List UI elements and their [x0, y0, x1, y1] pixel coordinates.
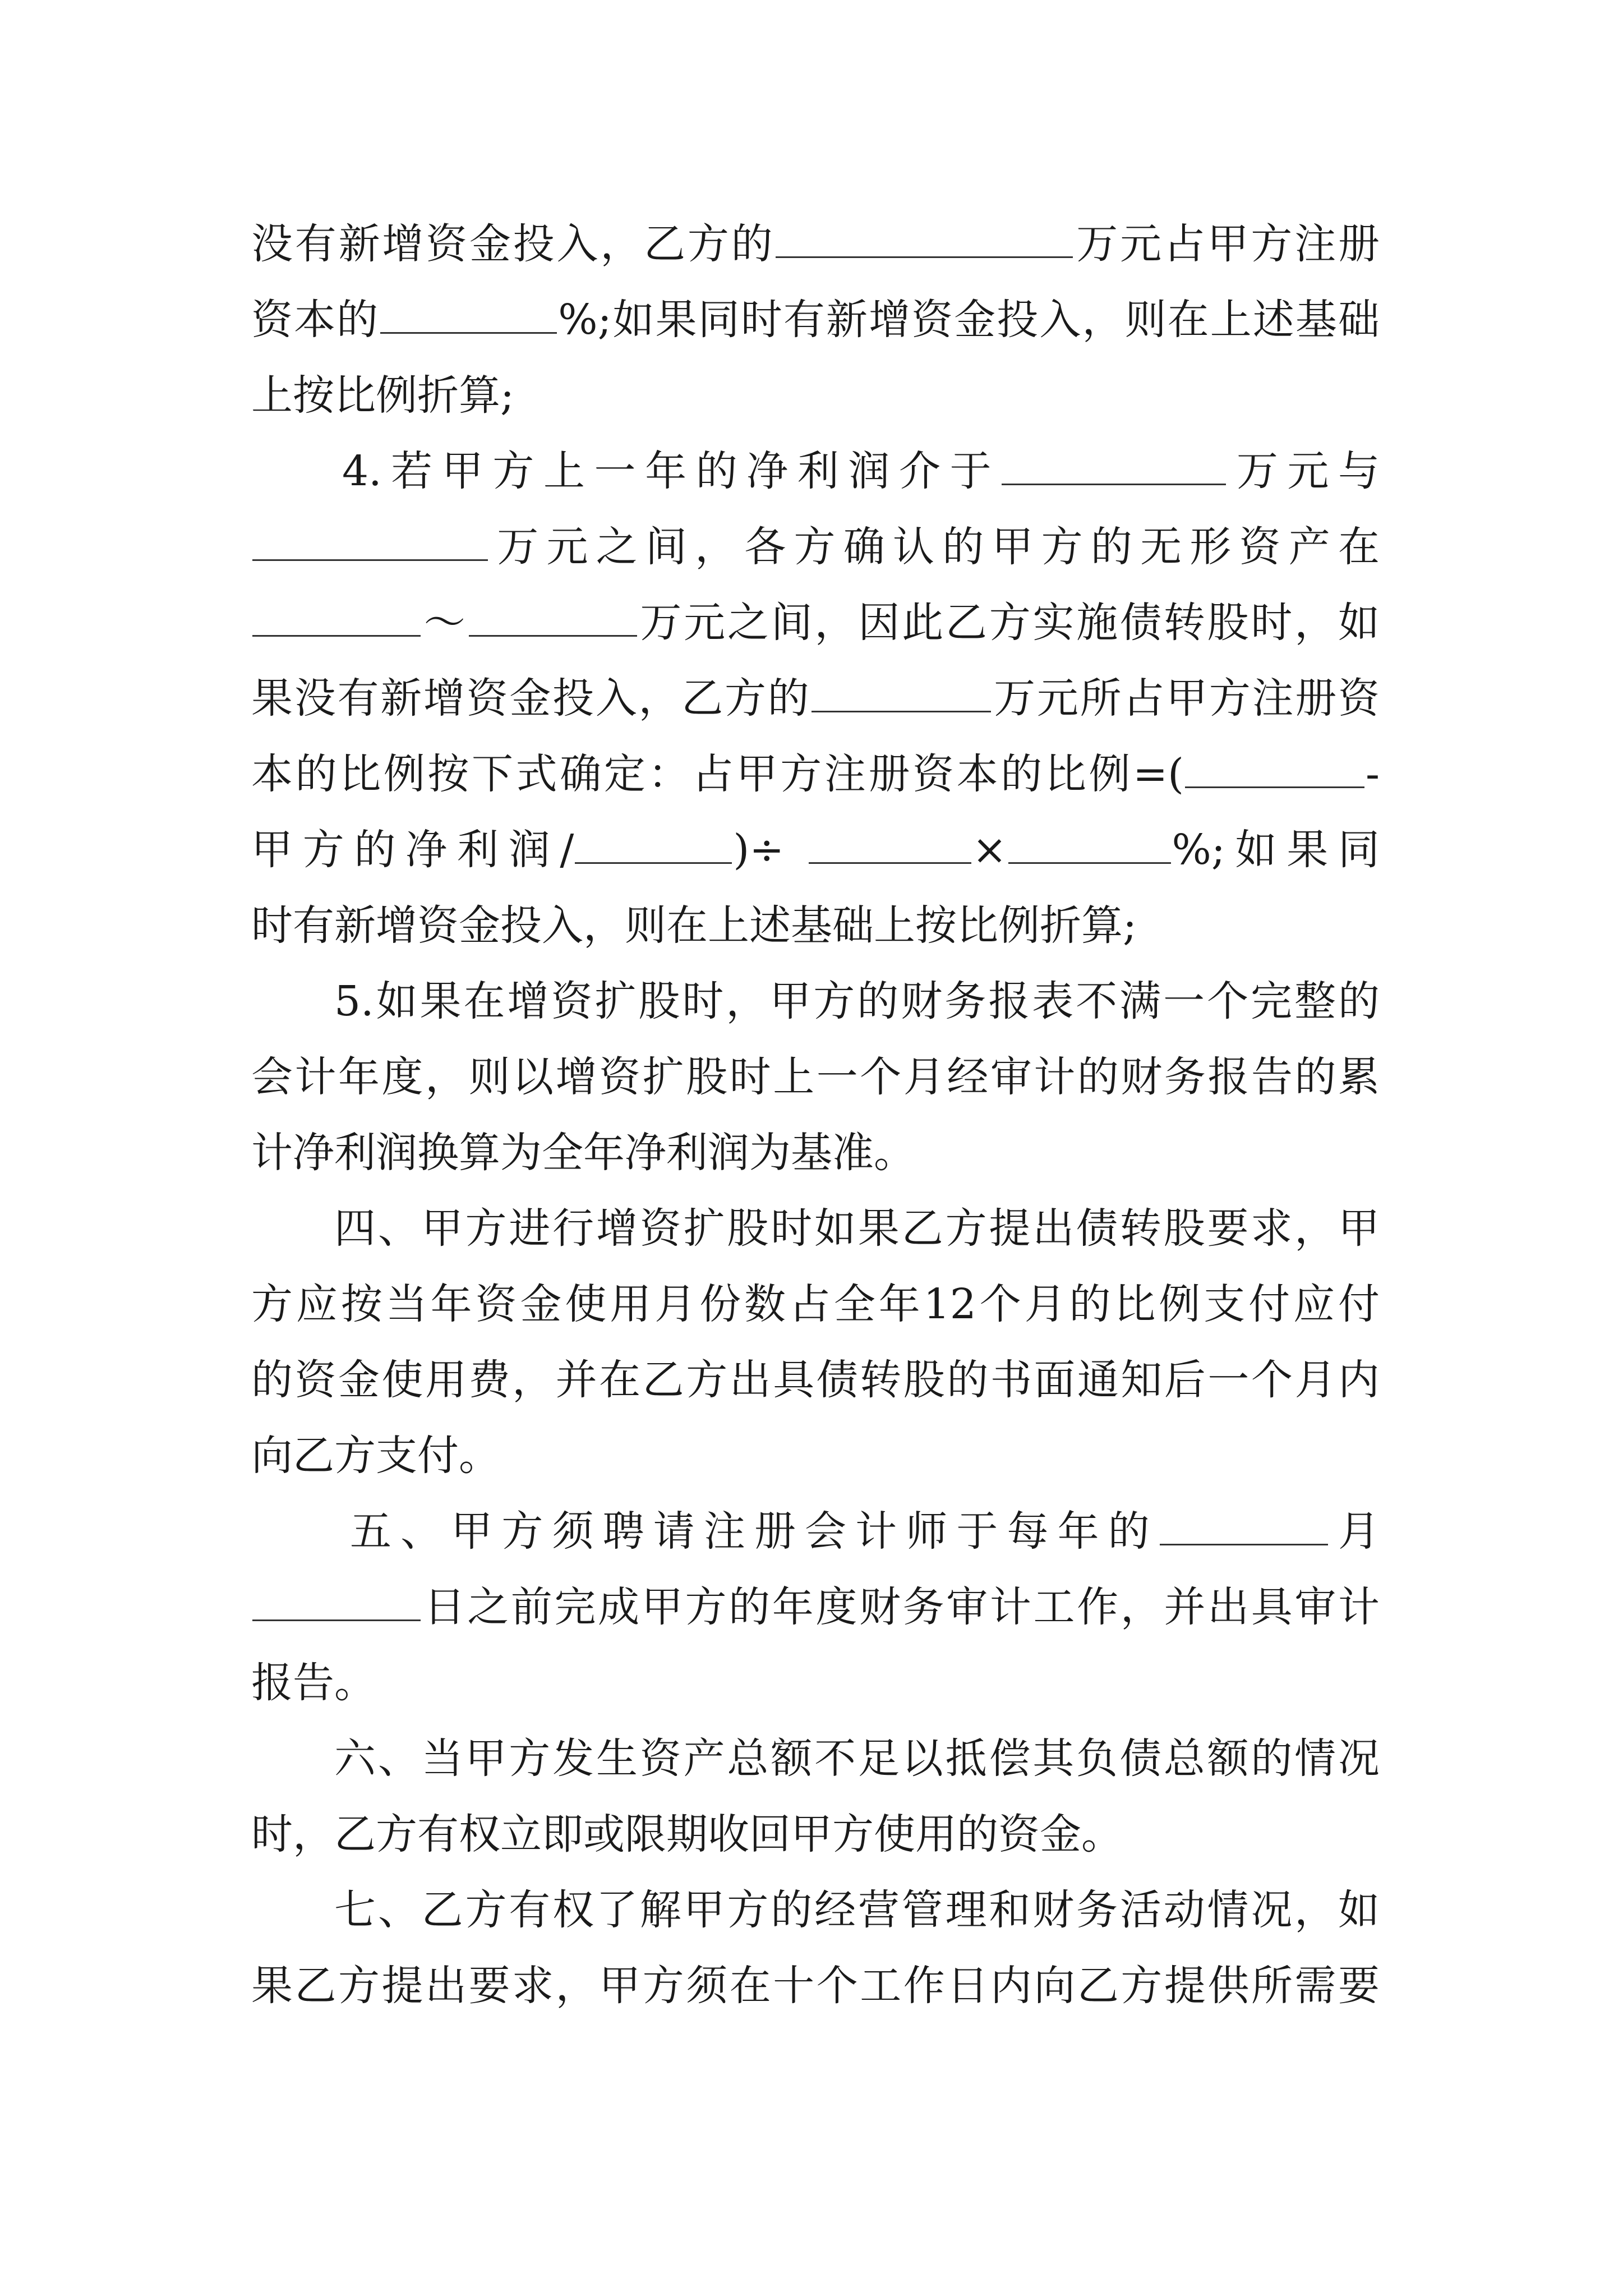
paragraph-line: [251, 371, 1380, 420]
text-segment: 月: [1329, 1507, 1380, 1556]
paragraph-line: [251, 901, 1380, 950]
paragraph-line: [342, 447, 1380, 495]
blank-field: [1002, 451, 1226, 485]
text-segment: 报告。: [251, 1659, 376, 1707]
text-segment: 上按比例折算;: [251, 371, 514, 420]
text-segment: ×: [972, 826, 1007, 874]
text-segment: %;如果同时有新增资金投入，则在上述基础: [558, 296, 1380, 344]
blank-field: [1160, 1511, 1328, 1545]
paragraph-line: [334, 1734, 1380, 1783]
paragraph-line: [251, 523, 1380, 571]
paragraph-line: [334, 1886, 1380, 1934]
paragraph-line: [251, 220, 1380, 268]
text-segment: 时，乙方有权立即或限期收回甲方使用的资金。: [251, 1810, 1123, 1858]
paragraph-line: [251, 1583, 1380, 1631]
text-segment: 时有新增资金投入，则在上述基础上按比例折算;: [251, 901, 1137, 950]
paragraph-line: [251, 296, 1380, 344]
blank-field: [575, 830, 732, 864]
blank-field: [380, 300, 557, 334]
text-segment: 万元之间，各方确认的甲方的无形资产在: [489, 523, 1380, 571]
blank-field: [469, 602, 637, 637]
text-segment: 四、甲方进行增资扩股时如果乙方提出债转股要求，甲: [334, 1204, 1380, 1253]
text-segment: 万元占甲方注册: [1074, 220, 1380, 268]
text-segment: 果没有新增资金投入，乙方的: [251, 674, 811, 723]
blank-field: [776, 224, 1073, 258]
blank-field: [811, 678, 991, 712]
text-segment: 万元与: [1227, 447, 1380, 495]
paragraph-line: [350, 1507, 1380, 1556]
paragraph-line: [251, 750, 1380, 798]
text-segment: 没有新增资金投入，乙方的: [251, 220, 775, 268]
paragraph-line: [334, 977, 1380, 1025]
text-segment: 果乙方提出要求，甲方须在十个工作日内向乙方提供所需要: [251, 1962, 1380, 2010]
text-segment: 五、甲方须聘请注册会计师于每年的: [350, 1507, 1159, 1556]
text-segment: 的资金使用费，并在乙方出具债转股的书面通知后一个月内: [251, 1356, 1380, 1404]
text-segment: 日之前完成甲方的年度财务审计工作，并出具审计: [422, 1583, 1380, 1631]
text-segment: 资本的: [251, 296, 380, 344]
paragraph-line: [251, 1659, 1380, 1707]
text-segment: 向乙方支付。: [251, 1432, 500, 1480]
paragraph-line: [251, 1962, 1380, 2010]
text-segment: 甲方的净利润/: [251, 826, 574, 874]
paragraph-line: [251, 1432, 1380, 1480]
blank-field: [252, 527, 488, 561]
text-segment: 4.若甲方上一年的净利润介于: [342, 447, 1001, 495]
text-segment: 六、当甲方发生资产总额不足以抵偿其负债总额的情况: [334, 1734, 1380, 1783]
paragraph-line: [251, 674, 1380, 723]
text-segment: 七、乙方有权了解甲方的经营管理和财务活动情况，如: [334, 1886, 1380, 1934]
paragraph-line: [251, 826, 1380, 874]
blank-field: [809, 830, 971, 864]
text-segment: ～: [422, 599, 468, 647]
text-segment: 本的比例按下式确定：占甲方注册资本的比例=(: [251, 750, 1184, 798]
blank-field: [1008, 830, 1171, 864]
text-segment: 方应按当年资金使用月份数占全年12个月的比例支付应付: [251, 1280, 1380, 1328]
paragraph-line: [251, 599, 1380, 647]
text-segment: 5.如果在增资扩股时，甲方的财务报表不满一个完整的: [334, 977, 1380, 1025]
text-segment: 万元之间，因此乙方实施债转股时，如: [638, 599, 1380, 647]
blank-field: [252, 1587, 421, 1621]
paragraph-line: [251, 1053, 1380, 1101]
text-segment: 会计年度，则以增资扩股时上一个月经审计的财务报告的累: [251, 1053, 1380, 1101]
text-segment: 万元所占甲方注册资: [992, 674, 1380, 723]
paragraph-line: [251, 1129, 1380, 1177]
text-segment: 计净利润换算为全年净利润为基准。: [251, 1129, 915, 1177]
paragraph-line: [251, 1810, 1380, 1858]
blank-field: [252, 602, 421, 637]
text-segment: -: [1365, 750, 1380, 798]
blank-field: [1185, 754, 1364, 788]
text-segment: %;如果同: [1172, 826, 1380, 874]
paragraph-line: [251, 1356, 1380, 1404]
text-segment: )÷: [733, 826, 808, 874]
paragraph-line: [334, 1204, 1380, 1253]
paragraph-line: [251, 1280, 1380, 1328]
